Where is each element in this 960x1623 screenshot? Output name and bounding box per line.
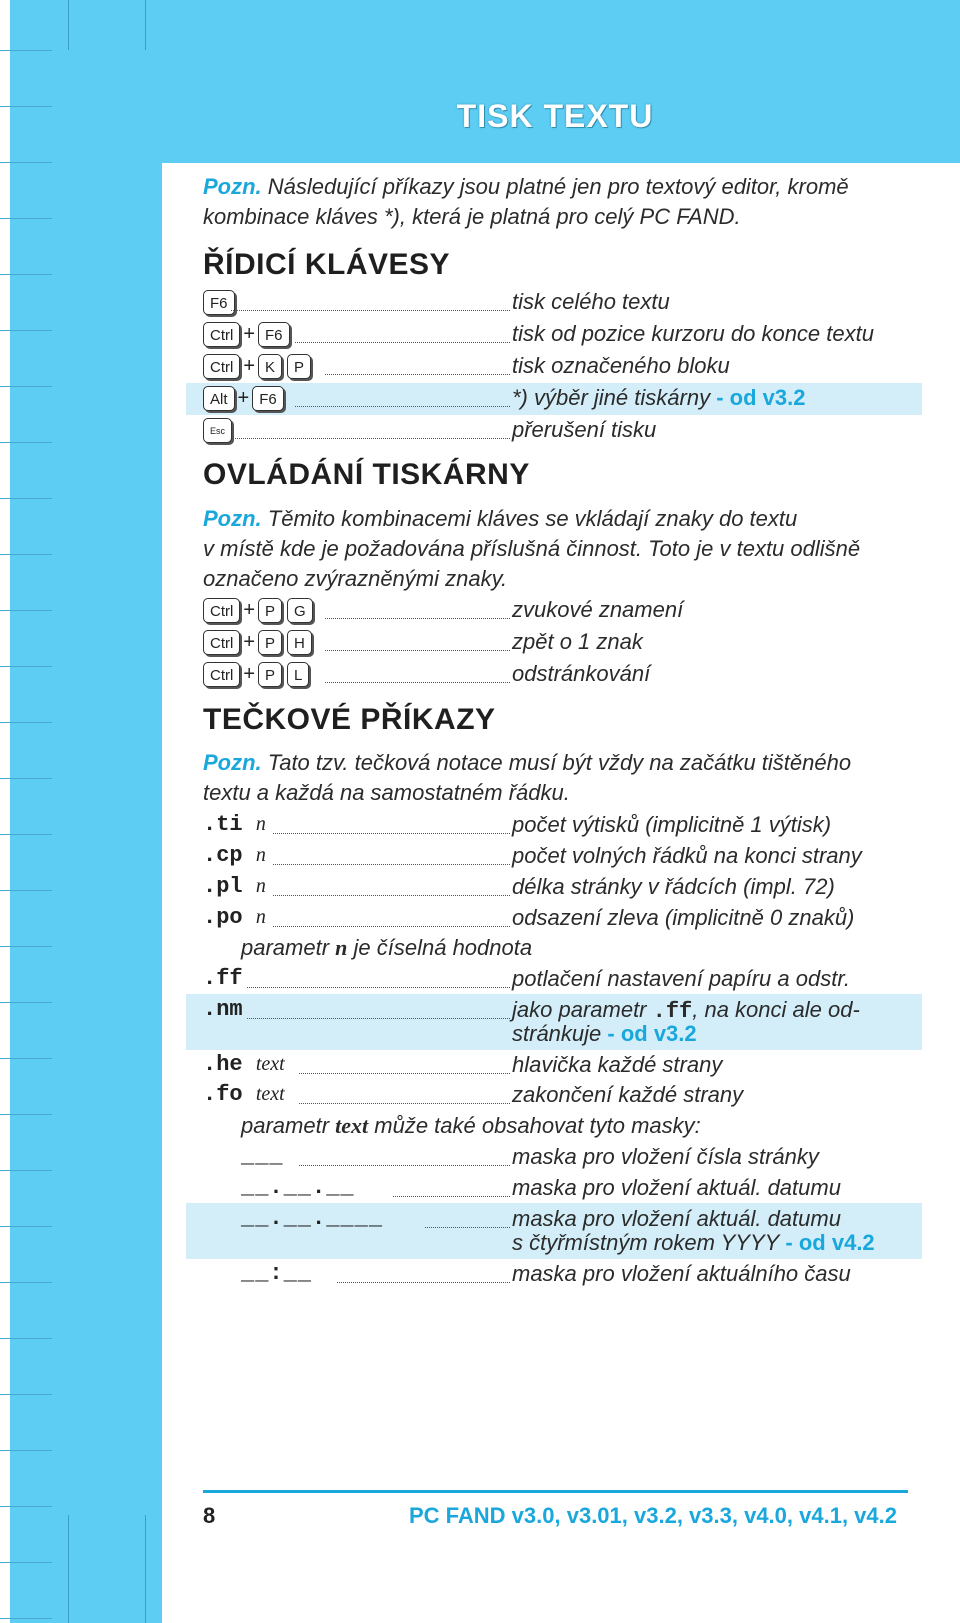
command-row [203,812,908,842]
header-band [162,0,960,163]
row-description: zvukové znamení [512,597,684,622]
key-ctrl-icon: Ctrl [203,630,240,655]
param-name: n [335,935,348,960]
ruler-tick [0,1114,52,1115]
ruler-tick [0,666,52,667]
intro-text: Následující příkazy jsou platné jen pro textový editor, kromě [261,174,849,199]
row-description: tisk celého textu [512,289,670,314]
note-line-2: v místě kde je požadována příslušná činnost. Toto je v textu odlišně [203,536,861,561]
command-row [203,905,908,935]
note-line-3: označeno zvýrazněnými znaky. [203,566,508,591]
inline-code: .ff [652,999,693,1024]
key-f6-icon: F6 [252,386,284,411]
param-name: text [335,1113,369,1138]
leader-dots [273,926,510,927]
note-text: parametr [241,1113,336,1138]
note-text: Tato tzv. tečková notace musí být vždy na začátku tištěného [261,750,852,775]
dot-command [203,843,266,868]
ruler-tick [0,442,52,443]
version-badge: - od v4.2 [779,1230,875,1255]
ruler-tick [0,386,52,387]
mask-pattern: ___ [241,1144,284,1169]
row-description [512,385,805,411]
command-arg: n [255,875,266,897]
footer-text: PC FAND v3.0, v3.01, v3.2, v3.3, v4.0, v4.1, v4.2 [409,1503,897,1528]
ruler-tick [0,1338,52,1339]
row-description: hlavička každé strany [512,1052,723,1077]
leader-dots [425,1227,510,1228]
leader-dots [299,1165,510,1166]
crop-mark [145,0,146,50]
ruler-tick [0,1562,52,1563]
row-description: délka stránky v řádcích (impl. 72) [512,874,835,899]
ruler-tick [0,1450,52,1451]
row-description [512,997,860,1024]
row-description: potlačení nastavení papíru a odstr. [512,966,850,991]
command-name: .po [203,905,243,930]
command-arg: text [255,1053,285,1075]
note-text: je číselná hodnota [347,935,533,960]
key-alt-icon: Alt [203,386,235,411]
desc-text: *) výběr jiné tiskárny [512,385,711,410]
key-p-icon: P [258,662,282,687]
desc-text: jako parametr [512,997,653,1022]
ruler-tick [0,554,52,555]
key-ctrl-icon: Ctrl [203,662,240,687]
leader-dots [273,833,510,834]
row-description-cont [512,1230,875,1256]
ruler-tick [0,50,52,51]
dot-command [203,1052,285,1077]
page-title: TISK TEXTU [456,98,654,134]
key-p-icon: P [258,630,282,655]
dot-command [203,874,266,899]
note-label: Pozn. [203,506,262,531]
mask-row [203,1206,908,1260]
key-f6-icon: F6 [258,322,290,347]
leader-dots [325,650,510,651]
key-row: Alt + F6 *) výběr jiné tiskárny - od v3.2 [203,385,908,415]
section-heading: ŘÍDICÍ KLÁVESY [203,248,451,281]
leader-dots [337,1282,510,1283]
note-line-2: textu a každá na samostatném řádku. [203,780,570,805]
key-p-icon: P [287,354,311,379]
command-arg: n [255,844,266,866]
dot-command: .nm [203,997,243,1022]
leader-dots [235,438,510,439]
dot-command [203,905,266,930]
row-description-cont [512,1021,697,1047]
key-row: Ctrl + K P tisk označeného bloku [203,353,908,383]
ruler-tick [0,498,52,499]
key-p-icon: P [258,598,282,623]
dot-command: .ff [203,966,243,991]
mask-pattern: __.__.__ [241,1175,355,1200]
key-l-icon: L [287,662,309,687]
ruler-tick [0,218,52,219]
mask-pattern: __:__ [241,1261,313,1286]
leader-dots [247,987,510,988]
command-arg: n [255,813,266,835]
ruler-tick [0,1002,52,1003]
ruler-tick [0,330,52,331]
leader-dots [231,310,510,311]
note-label: Pozn. [203,750,262,775]
crop-mark [145,1515,146,1623]
leader-dots [247,1018,510,1019]
row-description: maska pro vložení aktuálního času [512,1261,851,1286]
crop-mark [68,0,69,50]
note-text: parametr [241,935,336,960]
key-ctrl-icon: Ctrl [203,598,240,623]
desc-text: s čtyřmístným rokem YYYY [512,1230,780,1255]
note-line-1 [203,750,851,776]
ruler-tick [0,1618,52,1619]
desc-text: stránkuje [512,1021,602,1046]
footer-rule [203,1490,908,1493]
mask-row [203,1175,908,1205]
row-description: zpět o 1 znak [512,629,643,654]
param-text-note [241,1113,701,1139]
ruler-tick [0,162,52,163]
command-row [203,843,908,873]
row-description: počet výtisků (implicitně 1 výtisk) [512,812,832,837]
section-heading: TEČKOVÉ PŘÍKAZY [203,703,496,736]
ruler-tick [0,1282,52,1283]
section-heading: OVLÁDÁNÍ TISKÁRNY [203,458,530,491]
crop-mark [68,1515,69,1623]
key-h-icon: H [287,630,312,655]
ruler-tick [0,1058,52,1059]
key-row [203,289,908,319]
command-arg: text [255,1083,285,1105]
row-description: tisk od pozice kurzoru do konce textu [512,321,874,346]
leader-dots [295,342,510,343]
note-line-1 [203,506,797,532]
ruler-tick [0,722,52,723]
key-row: Ctrl + P G zvukové znamení [203,597,908,627]
ruler-tick [0,1394,52,1395]
key-k-icon: K [258,354,282,379]
row-description: zakončení každé strany [512,1082,744,1107]
note-text: může také obsahovat tyto masky: [368,1113,701,1138]
dot-command [203,812,266,837]
command-row [203,1052,908,1082]
leader-dots [393,1196,510,1197]
key-ctrl-icon: Ctrl [203,354,240,379]
dot-command [203,1082,285,1107]
leader-dots [325,618,510,619]
leader-dots [325,682,510,683]
intro-line-2: kombinace kláves *), která je platná pro celý PC FAND. [203,204,741,229]
row-description: počet volných řádků na konci strany [512,843,862,868]
row-description: přerušení tisku [512,417,657,442]
command-row [203,997,908,1051]
mask-pattern: __.__.____ [241,1206,384,1231]
key-f6-icon: F6 [203,290,235,315]
row-description: odsazení zleva (implicitně 0 znaků) [512,905,855,930]
note-label: Pozn. [203,174,262,199]
ruler-tick [0,890,52,891]
key-g-icon: G [287,598,313,623]
version-badge: - od v3.2 [601,1021,697,1046]
key-row: Ctrl + F6 tisk od pozice kurzoru do konce textu [203,321,908,351]
command-name: .pl [203,874,243,899]
page-number: 8 [203,1503,216,1528]
key-row [203,417,908,447]
leader-dots [295,406,510,407]
leader-dots [273,895,510,896]
page-margin [0,0,10,1623]
mask-row [203,1144,908,1174]
command-name: .he [203,1052,243,1077]
row-description: tisk označeného bloku [512,353,730,378]
command-row [203,874,908,904]
param-n-note [241,935,532,961]
ruler-tick [0,1506,52,1507]
row-description: maska pro vložení čísla stránky [512,1144,819,1169]
row-description: odstránkování [512,661,651,686]
ruler-tick [0,610,52,611]
command-name: .cp [203,843,243,868]
command-row [203,1082,908,1112]
row-description: maska pro vložení aktuál. datumu [512,1175,841,1200]
mask-row [203,1261,908,1291]
command-name: .ti [203,812,243,837]
key-row: Ctrl + P H zpět o 1 znak [203,629,908,659]
row-description: maska pro vložení aktuál. datumu [512,1206,841,1231]
note-text: Těmito kombinacemi kláves se vkládají znaky do textu [261,506,798,531]
key-row: Ctrl + P L odstránkování [203,661,908,691]
desc-text: , na konci ale od- [692,997,860,1022]
ruler-tick [0,274,52,275]
leader-dots [325,374,510,375]
version-badge: - od v3.2 [710,385,806,410]
command-row [203,966,908,996]
ruler-tick [0,946,52,947]
ruler-tick [0,1226,52,1227]
ruler-tick [0,834,52,835]
leader-dots [299,1073,510,1074]
leader-dots [273,864,510,865]
key-ctrl-icon: Ctrl [203,322,240,347]
key-esc-icon: Esc [203,418,232,443]
intro-line-1 [203,174,849,200]
command-name: .fo [203,1082,243,1107]
command-arg: n [255,906,266,928]
ruler-tick [0,778,52,779]
sidebar-band [10,0,162,1623]
ruler-tick [0,1170,52,1171]
leader-dots [299,1103,510,1104]
